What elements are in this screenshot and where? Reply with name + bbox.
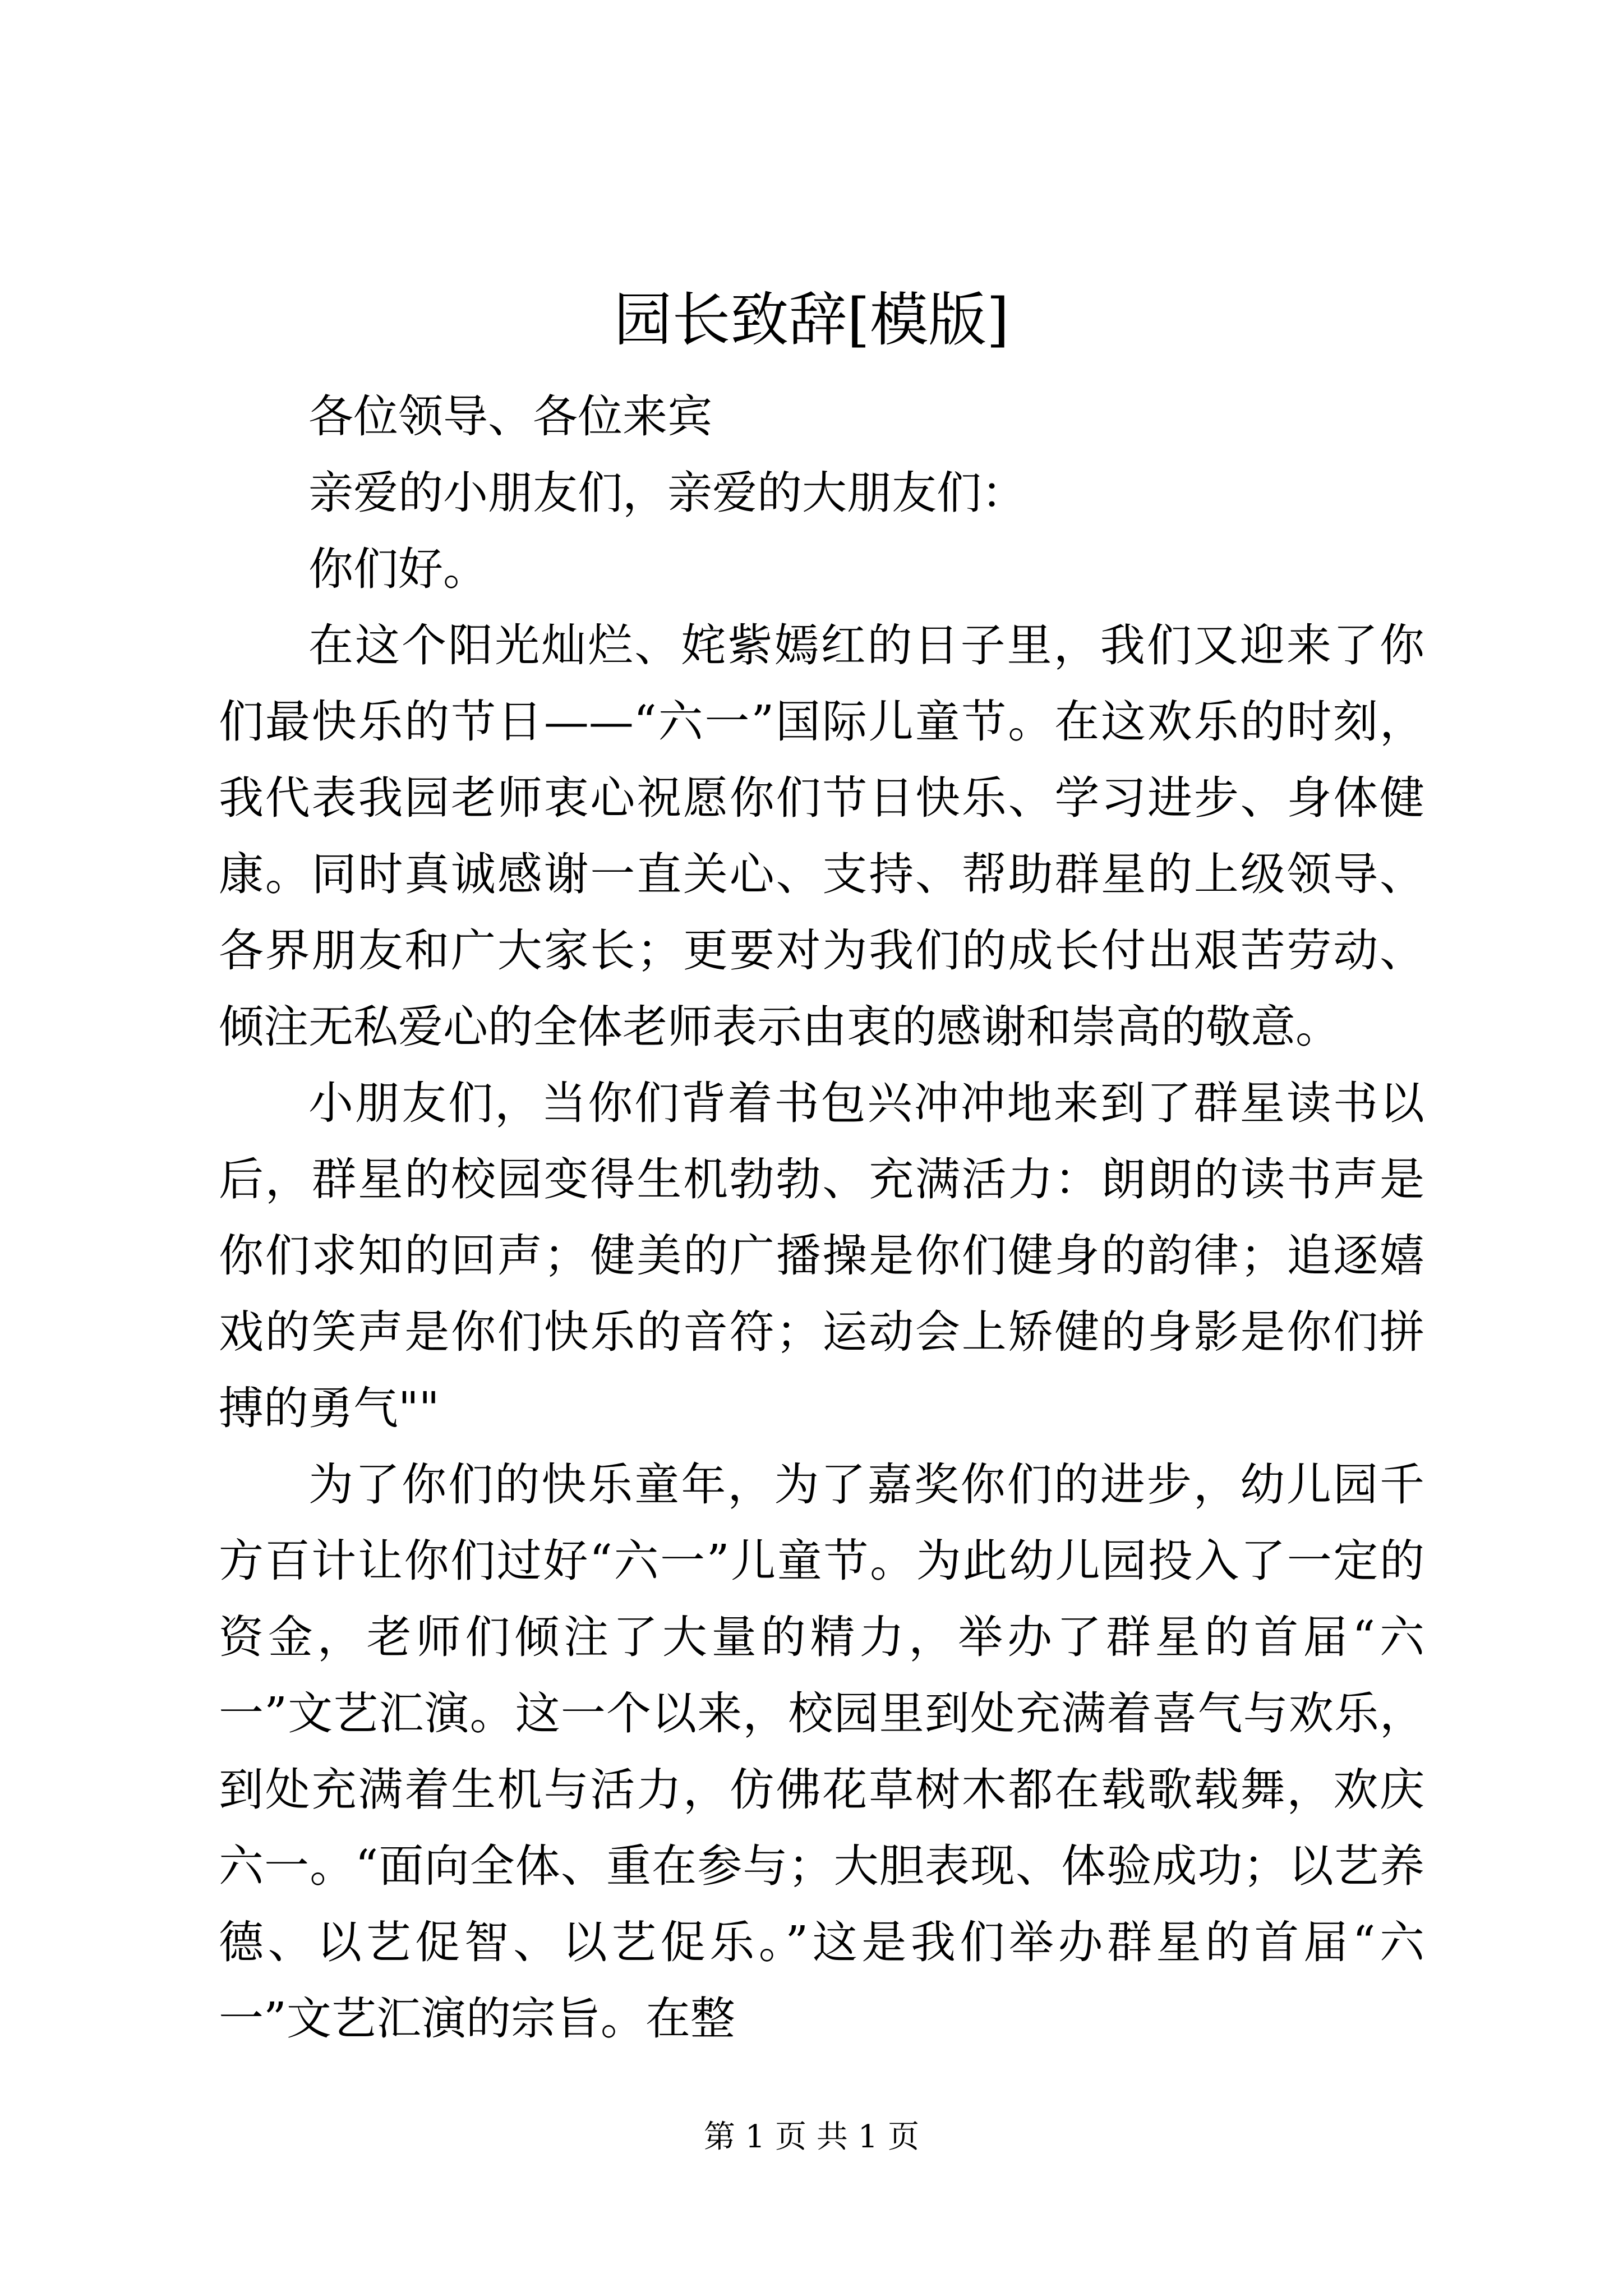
paragraph-intro: 在这个阳光灿烂、姹紫嫣红的日子里，我们又迎来了你们最快乐的节日——“六一”国际儿童节。在这欢乐的时刻，我代表我园老师衷心祝愿你们节日快乐、学习进步、身体健康。同时真诚感谢一直关心、支持、帮助群星的上级领导、各界朋友和广大家长；更要对为我们的成长付出艰苦劳动、倾注无私爱心的全体老师表示由衷的感谢和崇高的敬意。 <box>219 619 1424 1053</box>
page-footer: 第 1 页 共 1 页 <box>703 2119 920 2155</box>
salutation-leaders: 各位领导、各位来宾 <box>308 390 712 443</box>
salutation-friends: 亲爱的小朋友们，亲爱的大朋友们： <box>308 467 1026 519</box>
greeting: 你们好。 <box>308 543 488 595</box>
document-body <box>219 379 1424 2057</box>
paragraph-performance: 为了你们的快乐童年，为了嘉奖你们的进步，幼儿园千方百计让你们过好“六一”儿童节。为此幼儿园投入了一定的资金，老师们倾注了大量的精力，举办了群星的首届“六一”文艺汇演。这一个以来，校园里到处充满着喜气与欢乐，到处充满着生机与活力，仿佛花草树木都在载歌载舞，欢庆六一。“面向全体、重在参与；大胆表现、体验成功；以艺养德、以艺促智、以艺促乐。”这是我们举办群星的首届“六一”文艺汇演的宗旨。在整 <box>219 1458 1424 2045</box>
document-title: 园长致辞[模版] <box>614 286 1009 354</box>
paragraph-campus: 小朋友们，当你们背着书包兴冲冲地来到了群星读书以后，群星的校园变得生机勃勃、充满活力：朗朗的读书声是你们求知的回声；健美的广播操是你们健身的韵律；追逐嬉戏的笑声是你们快乐的音符；运动会上矫健的身影是你们拼搏的勇气"" <box>219 1077 1424 1434</box>
